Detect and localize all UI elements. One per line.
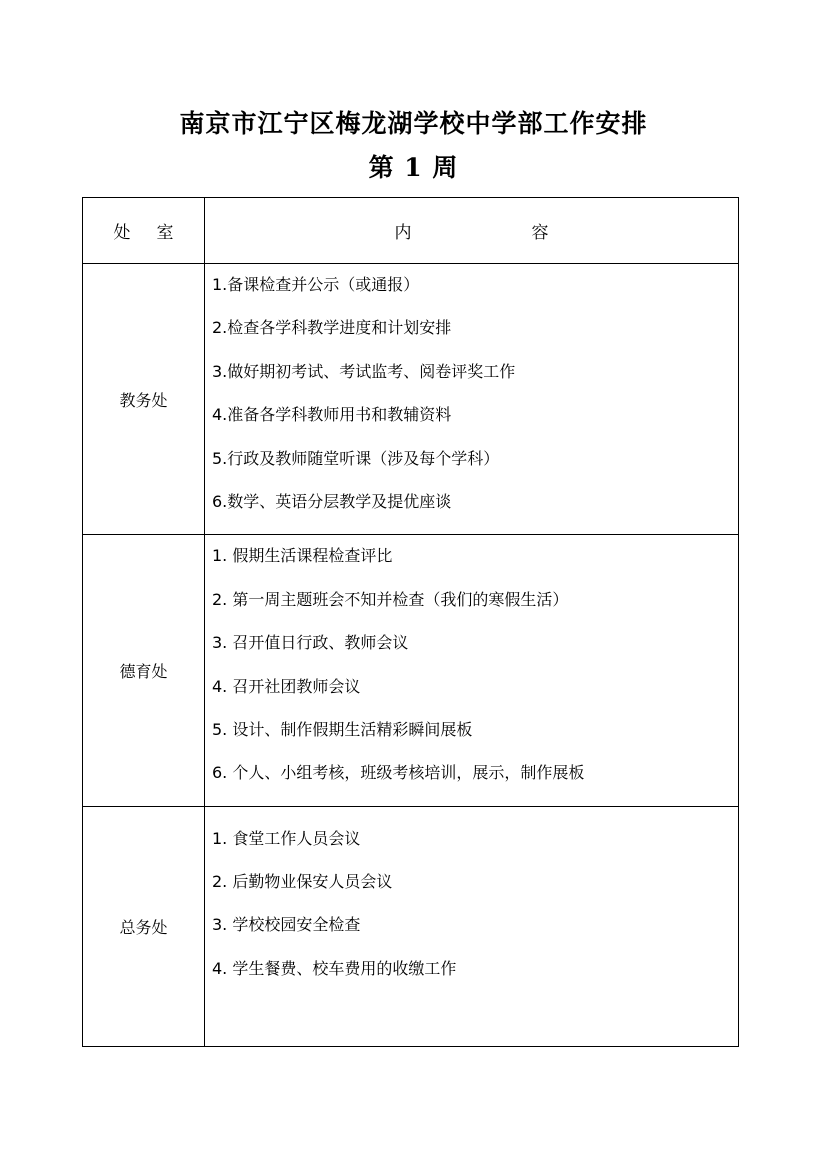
task-item: 2.检查各学科教学进度和计划安排 [212, 318, 452, 338]
task-item: 3.做好期初考试、考试监考、阅卷评奖工作 [212, 361, 516, 381]
header-content-char: 容 [531, 223, 549, 243]
task-item: 3. 学校校园安全检查 [212, 915, 361, 935]
table-row-academic-affairs [83, 264, 739, 535]
task-item: 4.准备各学科教师用书和教辅资料 [212, 405, 452, 425]
task-item: 6. 个人、小组考核，班级考核培训，展示，制作展板 [212, 763, 585, 783]
task-item: 4. 召开社团教师会议 [212, 676, 361, 696]
task-item: 5. 设计、制作假期生活精彩瞬间展板 [212, 719, 473, 739]
task-item: 1. 假期生活课程检查评比 [212, 546, 393, 566]
document-title: 南京市江宁区梅龙湖学校中学部工作安排 [179, 109, 648, 138]
header-department-char: 室 [156, 223, 174, 243]
task-list-cell [205, 264, 739, 535]
task-item: 2. 后勤物业保安人员会议 [212, 872, 393, 892]
task-list [205, 535, 738, 805]
task-list [205, 264, 738, 534]
department-name: 教务处 [83, 264, 205, 535]
task-item: 2. 第一周主题班会不知并检查（我们的寒假生活） [212, 589, 569, 609]
work-schedule-table [82, 197, 739, 1047]
task-item: 6.数学、英语分层教学及提优座谈 [212, 491, 452, 511]
header-department [83, 198, 205, 264]
header-content [205, 198, 739, 264]
task-list [205, 807, 738, 1002]
task-list-cell [205, 535, 739, 806]
header-content-char: 内 [394, 223, 412, 243]
task-list-cell [205, 806, 739, 1046]
task-item: 3. 召开值日行政、教师会议 [212, 633, 409, 653]
table-row-moral-education [83, 535, 739, 806]
header-department-char: 处 [113, 223, 131, 243]
task-item: 1. 食堂工作人员会议 [212, 828, 361, 848]
department-name: 德育处 [83, 535, 205, 806]
table-header-row [83, 198, 739, 264]
table-row-general-affairs [83, 806, 739, 1046]
task-item: 4. 学生餐费、校车费用的收缴工作 [212, 958, 457, 978]
task-item: 1.备课检查并公示（或通报） [212, 275, 420, 294]
department-name: 总务处 [83, 806, 205, 1046]
week-label: 第 1 周 [368, 153, 459, 182]
task-item: 5.行政及教师随堂听课（涉及每个学科） [212, 448, 500, 468]
